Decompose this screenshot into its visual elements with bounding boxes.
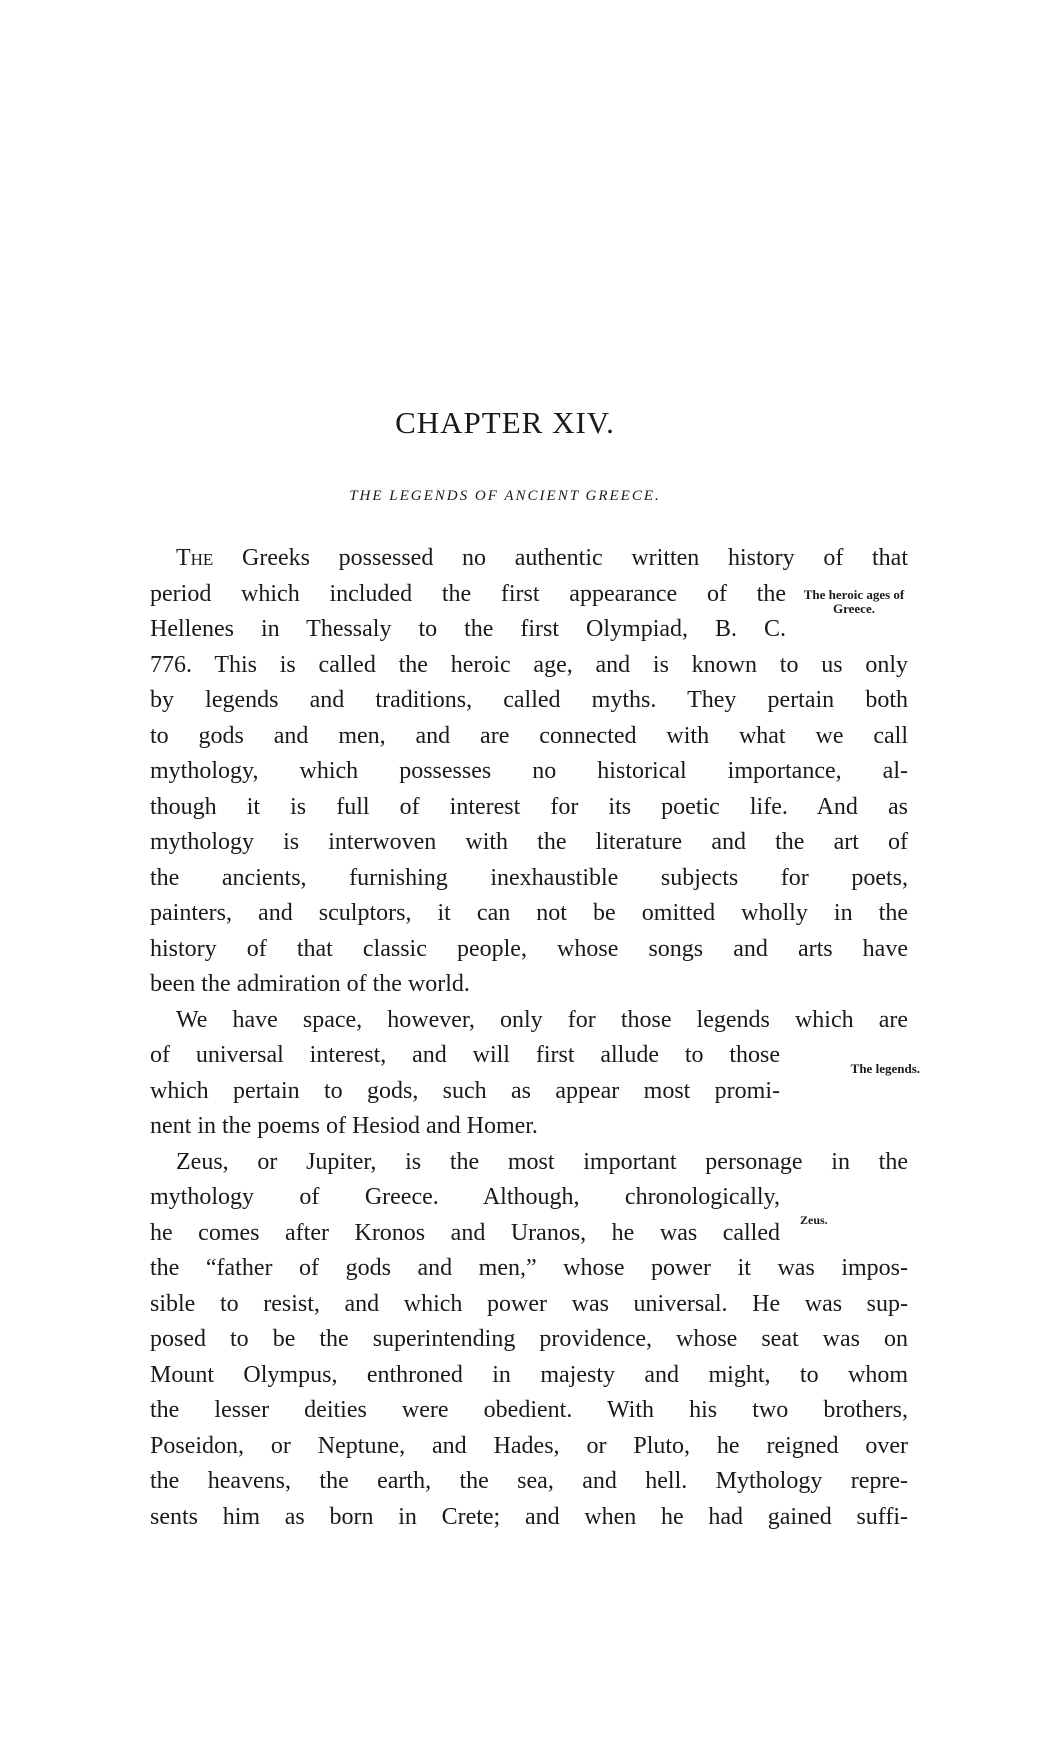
drop-word: The [176, 545, 214, 571]
text-line: nent in the poems of Hesiod and Homer. [150, 1113, 538, 1139]
text-line: though it is full of interest for its poetic life. And as [150, 794, 908, 820]
text-line: the ancients, furnishing inexhaustible subjects for poets, [150, 865, 908, 891]
text-line: posed to be the superintending providence, whose seat was on [150, 1326, 908, 1352]
text-line: Hellenes in Thessaly to the first Olympiad, B. C. [150, 616, 786, 642]
text-line: mythology is interwoven with the literature and the art of [150, 829, 908, 855]
margin-note-zeus: Zeus. [800, 1213, 828, 1227]
text-line: Zeus, or Jupiter, is the most important personage in the [176, 1149, 908, 1175]
text-line: which pertain to gods, such as appear most promi- [150, 1078, 780, 1104]
text-line: mythology of Greece. Although, chronologically, [150, 1184, 780, 1210]
text-line: to gods and men, and are connected with what we call [150, 723, 908, 749]
text-line: period which included the first appearance of the [150, 581, 786, 607]
text-line: We have space, however, only for those legends which are [176, 1007, 908, 1033]
text-line: he comes after Kronos and Uranos, he was called [150, 1220, 780, 1246]
text-line: Poseidon, or Neptune, and Hades, or Pluto, he reigned over [150, 1433, 908, 1459]
text-line: sents him as born in Crete; and when he had gained suffi- [150, 1504, 908, 1530]
chapter-subtitle: THE LEGENDS OF ANCIENT GREECE. [349, 488, 661, 504]
text-line: the lesser deities were obedient. With his two brothers, [150, 1397, 908, 1423]
text-line: painters, and sculptors, it can not be omitted wholly in the [150, 900, 908, 926]
text-line: 776. This is called the heroic age, and is known to us only [150, 652, 908, 678]
text-line: history of that classic people, whose songs and arts have [150, 936, 908, 962]
text-line: sible to resist, and which power was universal. He was sup- [150, 1291, 908, 1317]
text-line: The Greeks possessed no authentic written history of that [176, 545, 908, 571]
text-line: of universal interest, and will first allude to those [150, 1042, 780, 1068]
text-line: the “father of gods and men,” whose power it was impos- [150, 1255, 908, 1281]
text-line: Mount Olympus, enthroned in majesty and might, to whom [150, 1362, 908, 1388]
margin-note-heroic-ages: The heroic ages of Greece. [803, 587, 905, 616]
text-line: been the admiration of the world. [150, 971, 470, 997]
chapter-title: CHAPTER XIV. [395, 405, 615, 440]
text-line: by legends and traditions, called myths. They pertain both [150, 687, 908, 713]
text-line: mythology, which possesses no historical importance, al- [150, 758, 908, 784]
margin-note-legends: The legends. [850, 1061, 920, 1076]
text-line: the heavens, the earth, the sea, and hell. Mythology repre- [150, 1468, 908, 1494]
